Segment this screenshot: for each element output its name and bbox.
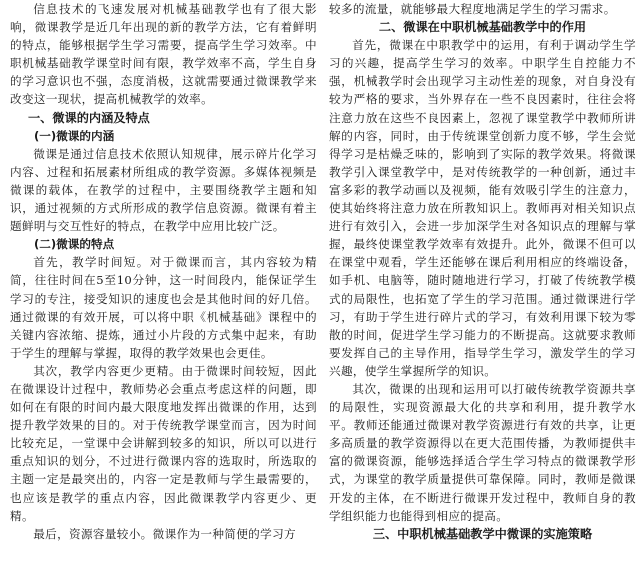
subheading-definition: (一)微课的内涵 [34, 128, 115, 143]
interest-paragraph: 首先，微课在中职教学中的运用，有利于调动学生学习的兴趣，提高学生学习的效率。中职学生自控能力不强，机械教学时会出现学习主动性差的现象，对自身没有较为严格的要求，当外界存在一些不良因素时，往往会将注意力放在这些不良因素上，忽视了课堂教学中教师所讲解的内容，同时，由于传统课堂创新力度不够，学生会觉得学习是枯燥乏味的，影响到了实际的教学效果。将微课教学引入课堂教学中，是对传统教学的一种创新，通过丰富多彩的教学动画以及视频，能有效吸引学生的注意力，使其始终将注意力放在所教知识上。教师再对相关知识点进行有效引入，会进一步加深学生对各知识点的理解与掌握，最终使课堂教学效率有效提升。此外，微课不但可以在课堂中观看，学生还能够在课后利用相应的终端设备，如手机、电脑等，随时随地进行学习，打破了传统教学模式的局限性，也拓宽了学生的学习范围。通过微课进行学习，有助于学生进行碎片式的学习，有效利用课下较为零散的时间，促进学生学习能力的不断提高。这就要求教师要发挥自己的主导作用，指导学生学习，激发学生的学习兴趣，使学生掌握所学的知识。 [329, 38, 636, 378]
less-content-paragraph: 其次，教学内容更少更精。由于微课时间较短，因此在微课设计过程中，教师势必会重点考虑这样的问题，即如何在有限的时间内最大限度地发挥出微课的作用，达到提升教学效果的目的。对于传统教学课堂而言，因为时间比较充足，一堂课中会讲解到较多的知识，所以可以进行重点知识的划分，不过进行微课内容的选取时，所选取的主题一定是最突出的，内容一定是教师与学生最需要的，也应该是教学的重点内容，因此微课教学内容更少、更精。 [10, 363, 317, 523]
section-heading-1: 一、微课的内涵及特点 [28, 110, 150, 125]
intro-paragraph: 信息技术的飞速发展对机械基础教学也有了很大影响，微课教学是近几年出现的新的教学方法，它有着鲜明的特点，能够根据学生学习需要，提高学生学习效率。中职机械基础教学课堂时间有限，教学效率不高，学生自身的学习意识也不强，态度消极，这就需要通过微课教学来改变这一现状，提高机械教学的效率。 [10, 2, 317, 107]
subheading-features: (二)微课的特点 [34, 237, 115, 252]
right-column [329, 0, 636, 579]
definition-paragraph: 微课是通过信息技术依照认知规律，展示碎片化学习内容、过程和拓展素材所组成的教学资源。多媒体视频是微课的载体，在教学的过程中，主要围绕教学主题和知识，通过视频的方式所形成的教学信息资源。微课有着主题鲜明与交互性好的特点，在教学中应用比较广泛。 [10, 146, 317, 234]
left-column [10, 0, 317, 579]
section-heading-3: 三、中职机械基础教学中微课的实施策略 [372, 526, 593, 541]
small-capacity-paragraph: 最后，资源容量较小。微课作为一种简便的学习方 [33, 526, 296, 541]
resources-paragraph: 其次，微课的出现和运用可以打破传统教学资源共享的局限性，实现资源最大化的共享和利用，提升教学水平。教师还能通过微课对教学资源进行有效的共享，让更多高质量的教学资源得以在更大范围传播，为教师提供丰富的微课资源，能够选择适合学生学习特点的微课教学形式，为课堂的教学质量提供可靠保障。同时，教师是微课开发的主体，在不断进行微课开发过程中，教师自身的教学组织能力也能得到相应的提高。 [329, 381, 636, 523]
capacity-continuation-paragraph: 较多的流量，就能够最大程度地满足学生的学习需求。 [329, 2, 616, 16]
short-time-paragraph: 首先，教学时间短。对于微课而言，其内容较为精简，往往时间在5至10分钟，这一时间段内，能保证学生学习的专注，接受知识的速度也会是其他时间的好几倍。通过微课的有效开展，可以将中职《机械基础》课程中的关键内容浓缩、提炼，通过小片段的方式集中起来，有助于学生的理解与掌握，取得的教学效果也会更佳。 [10, 255, 317, 360]
section-heading-2: 二、微课在中职机械基础教学中的作用 [378, 20, 587, 35]
